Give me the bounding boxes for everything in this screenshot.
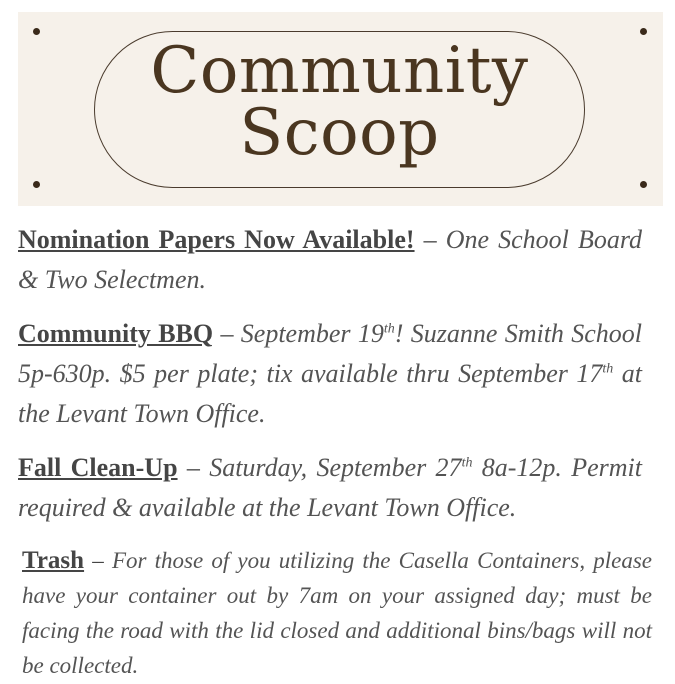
corner-dot: [640, 28, 647, 35]
bbq-sup-a: th: [383, 321, 395, 337]
bbq-text-b: ! Suzanne Smith School 5p-630p. $5 per plate; tix available thru September 17: [18, 319, 642, 388]
corner-dot: [33, 181, 40, 188]
trash-heading: Trash: [22, 547, 85, 574]
bbq-text-c: at the Levant Town Office.: [18, 359, 642, 428]
cleanup-text-a: Saturday, September 27: [209, 453, 462, 482]
cleanup-text-b: 8a-12p. Permit required & available at the Levant Town Office.: [18, 453, 643, 522]
separator: –: [220, 319, 234, 348]
corner-dot: [640, 181, 647, 188]
nomination-heading: Nomination Papers Now Available!: [18, 225, 415, 254]
title-line-1: Community: [150, 34, 529, 108]
cleanup-heading: Fall Clean-Up: [18, 453, 178, 482]
newsletter-banner: [18, 12, 663, 206]
cleanup-item: [18, 448, 642, 528]
separator: –: [186, 453, 200, 482]
newsletter-title: [94, 34, 585, 170]
separator: –: [423, 225, 437, 254]
cleanup-sup-a: th: [461, 455, 473, 471]
trash-item: [22, 543, 652, 683]
nomination-text: One School Board & Two Selectmen.: [18, 225, 643, 294]
separator: –: [92, 548, 104, 573]
nomination-item: [18, 220, 642, 300]
bbq-heading: Community BBQ: [18, 319, 214, 348]
bbq-item: [18, 314, 642, 434]
corner-dot: [33, 28, 40, 35]
title-line-2: Scoop: [239, 96, 440, 170]
trash-text: For those of you utilizing the Casella Containers, please have your container out by 7am on your assigned day; must be facing the road with the lid closed and additional bins/bags will not be collected.: [22, 548, 653, 678]
bbq-text-a: September 19: [240, 319, 384, 348]
bbq-sup-b: th: [602, 361, 614, 377]
